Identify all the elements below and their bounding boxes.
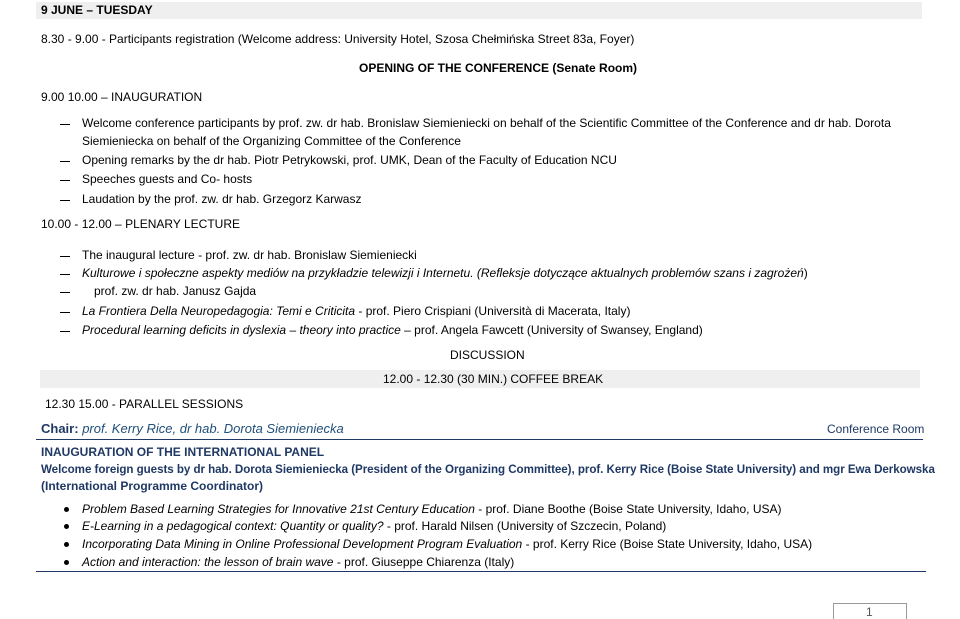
dash-marker bbox=[60, 124, 70, 125]
plenary-item-text bbox=[82, 304, 630, 318]
welcome-line-1: Welcome foreign guests by dr hab. Dorota Siemieniecka (President of the Organizing Committee), prof. Kerry Rice (Boise State University) and mgr Ewa Derkowska bbox=[41, 463, 935, 476]
discussion-label: DISCUSSION bbox=[450, 348, 525, 362]
inauguration-item-text: Speeches guests and Co- hosts bbox=[82, 172, 253, 186]
section-bottom-rule bbox=[36, 571, 926, 572]
chair-names: prof. Kerry Rice, dr hab. Dorota Siemieniecka bbox=[82, 421, 344, 436]
talk-speaker: - prof. Giuseppe Chiarenza (Italy) bbox=[333, 555, 515, 569]
session-header-rule bbox=[36, 439, 923, 440]
talk-title: Action and interaction: the lesson of brain wave bbox=[82, 555, 334, 569]
talk-title: E-Learning in a pedagogical context: Quantity or quality? bbox=[82, 519, 384, 533]
plenary-item-text bbox=[82, 266, 808, 280]
talk-title: Incorporating Data Mining in Online Professional Development Program Evaluation bbox=[82, 537, 523, 551]
lecture-title: Kulturowe i społeczne aspekty mediów na przykładzie telewizji i Internetu. (Refleksje dotyczące aktualnych problemów szans i zagrożeń bbox=[82, 266, 804, 280]
bullet-icon bbox=[64, 524, 69, 529]
bullet-icon bbox=[64, 542, 69, 547]
talk-text bbox=[82, 555, 514, 569]
registration-line: 8.30 - 9.00 - Participants registration (Welcome address: University Hotel, Szosa Chełmińska Street 83a, Foyer) bbox=[41, 32, 635, 46]
inauguration-time: 9.00 10.00 – INAUGURATION bbox=[41, 90, 203, 104]
talk-text bbox=[82, 537, 812, 551]
dash-marker bbox=[60, 200, 70, 201]
lecture-title-b: theory into practice bbox=[299, 323, 401, 337]
opening-title: OPENING OF THE CONFERENCE (Senate Room) bbox=[359, 61, 638, 75]
dash-marker bbox=[60, 331, 70, 332]
dash-marker bbox=[60, 312, 70, 313]
plenary-time: 10.00 - 12.00 – PLENARY LECTURE bbox=[41, 217, 240, 231]
inauguration-item-text: Opening remarks by the dr hab. Piotr Petrykowski, prof. UMK, Dean of the Faculty of Education NCU bbox=[82, 153, 617, 167]
inauguration-item-welcome-cont: Siemieniecka on behalf of the Organizing Committee of the Conference bbox=[82, 134, 461, 148]
talk-title: Problem Based Learning Strategies for Innovative 21st Century Education bbox=[82, 502, 475, 516]
chair-line bbox=[41, 421, 344, 436]
bullet-icon bbox=[64, 507, 69, 512]
parallel-sessions-label: 12.30 15.00 - PARALLEL SESSIONS bbox=[45, 397, 244, 411]
room-label: Conference Room bbox=[827, 422, 925, 436]
lecture-title: Procedural learning deficits in dyslexia bbox=[82, 323, 287, 337]
talk-speaker: - prof. Kerry Rice (Boise State University, Idaho, USA) bbox=[522, 537, 813, 551]
talk-speaker: - prof. Diane Boothe (Boise State University, Idaho, USA) bbox=[474, 502, 782, 516]
lecture-title-tail: ) bbox=[803, 266, 808, 280]
talk-text bbox=[82, 502, 782, 516]
day-header-bar bbox=[36, 2, 922, 19]
talk-text bbox=[82, 519, 666, 533]
dash-marker bbox=[60, 161, 70, 162]
welcome-line-2: (International Programme Coordinator) bbox=[41, 479, 264, 493]
talk-speaker: - prof. Harald Nilsen (University of Szczecin, Poland) bbox=[383, 519, 667, 533]
lecture-title: La Frontiera Della Neuropedagogia: Temi e Criticita bbox=[82, 304, 356, 318]
inauguration-item-text: Welcome conference participants by prof. zw. dr hab. Bronislaw Siemieniecki on behalf of the Scientific Committee of the Conference and dr hab. Dorota bbox=[82, 116, 891, 130]
dash-marker bbox=[60, 256, 70, 257]
plenary-item-text bbox=[82, 323, 703, 337]
plenary-item-text: The inaugural lecture - prof. zw. dr hab. Bronislaw Siemieniecki bbox=[82, 248, 417, 262]
lecture-author: prof. zw. dr hab. Janusz Gajda bbox=[94, 284, 257, 298]
title-dash: – bbox=[286, 323, 300, 337]
inauguration-item-text: Laudation by the prof. zw. dr hab. Grzegorz Karwasz bbox=[82, 192, 362, 206]
bullet-icon bbox=[64, 560, 69, 565]
coffee-break-label: 12.00 - 12.30 (30 MIN.) COFFEE BREAK bbox=[383, 372, 604, 386]
dash-marker bbox=[60, 292, 70, 293]
lecture-speaker: – prof. Angela Fawcett (University of Swansey, England) bbox=[400, 323, 703, 337]
dash-marker bbox=[60, 180, 70, 181]
page-number: 1 bbox=[866, 605, 873, 619]
chair-label: Chair: bbox=[41, 421, 79, 436]
day-header: 9 JUNE – TUESDAY bbox=[41, 3, 153, 17]
lecture-speaker: - prof. Piero Crispiani (Università di Macerata, Italy) bbox=[355, 304, 631, 318]
dash-marker bbox=[60, 274, 70, 275]
panel-title: INAUGURATION OF THE INTERNATIONAL PANEL bbox=[41, 445, 325, 459]
